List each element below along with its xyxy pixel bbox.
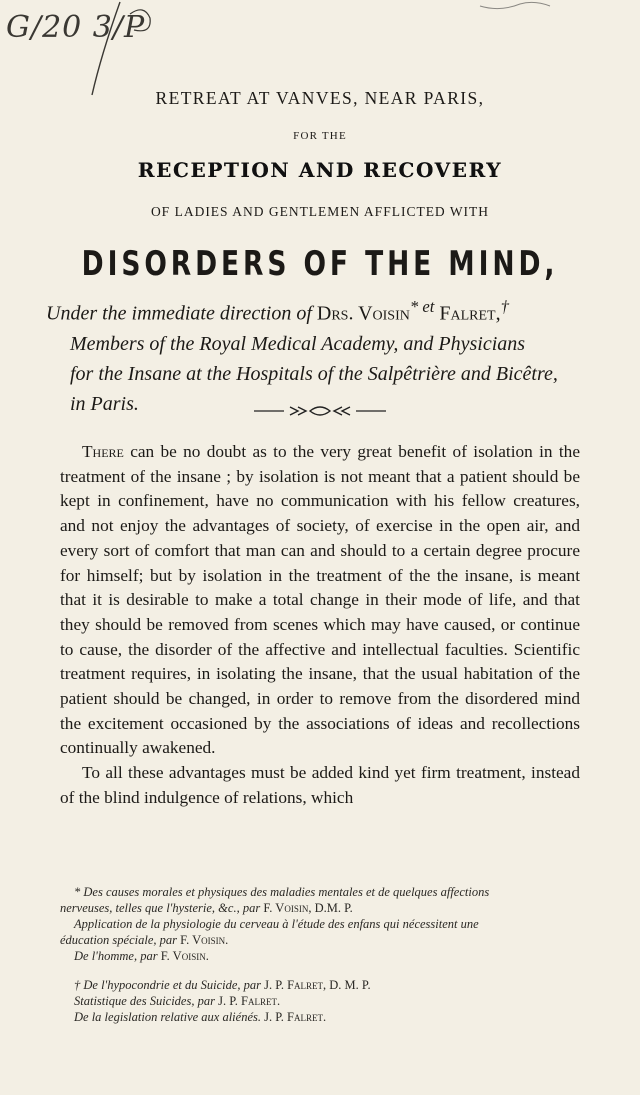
footnote-voisin-line-2-author: F. Voisin, D.M. P. — [263, 901, 353, 915]
heading-ladies-gentlemen: OF LADIES AND GENTLEMEN AFFLICTED WITH — [150, 204, 490, 219]
body-text — [60, 440, 580, 811]
subtitle-members: Members of the Royal Medical Academy, and Physicians — [70, 332, 526, 355]
footnote-falret-line-2 — [60, 993, 580, 1009]
footnote-falret-line-3-title: De la legislation relative aux aliénés. — [74, 1010, 265, 1024]
footnote-voisin-line-5-title: De l'homme, par — [74, 949, 161, 963]
footnote-voisin-line-5-author: F. Voisin. — [160, 949, 209, 963]
body-paragraph-1 — [60, 440, 580, 761]
subtitle-doctors: Drs. Voisin — [316, 302, 410, 325]
heading-for-the: FOR THE — [293, 130, 347, 142]
subtitle-in-paris: in Paris. — [70, 392, 139, 415]
ornamental-divider — [0, 404, 640, 423]
subtitle-physicians: for the Insane at the Hospitals of the Salpêtrière and Bicêtre, — [70, 362, 558, 385]
subtitle-falret: Falret, — [439, 302, 501, 325]
body-paragraph-2: To all these advantages must be added kind yet firm treatment, instead of the blind indulgence of relations, which — [60, 763, 580, 807]
footnote-falret-line-1-author: J. P. Falret, D. M. P. — [264, 978, 371, 992]
heading-reception-recovery: RECEPTION AND RECOVERY — [137, 158, 503, 182]
heading-disorders-of-the-mind: DISORDERS OF THE MIND, — [81, 244, 559, 284]
direction-subtitle — [46, 292, 606, 419]
footnote-gap — [60, 964, 580, 977]
handwritten-shelfmark: G/20 3/P — [6, 10, 146, 45]
subtitle-direction-text: Under the immediate direction of — [46, 302, 312, 325]
footnote-voisin-line-5 — [60, 948, 580, 964]
footnotes — [60, 884, 580, 1025]
footnote-voisin-line-2 — [60, 900, 580, 916]
footnote-voisin-line-2-title: nerveuses, telles que l'hysterie, &c., par — [60, 901, 264, 915]
heading-retreat: RETREAT AT VANVES, NEAR PARIS, — [155, 88, 485, 108]
footnote-voisin-line-4-author: F. Voisin. — [180, 933, 229, 947]
divider-ornament-icon — [250, 404, 390, 418]
body-lead-word: There — [82, 442, 124, 461]
subtitle-footnote-mark-1: * et — [409, 297, 435, 316]
subtitle-footnote-mark-2: † — [500, 297, 509, 316]
footnote-voisin-line-4-title: éducation spéciale, par — [60, 933, 181, 947]
footnote-falret-line-1-title: † De l'hypocondrie et du Suicide, par — [74, 978, 265, 992]
footnote-falret-line-1 — [60, 977, 580, 993]
footnote-falret-line-3-author: J. P. Falret. — [264, 1010, 327, 1024]
footnote-voisin-line-4 — [60, 932, 580, 948]
footnote-falret-line-2-title: Statistique des Suicides, par — [74, 994, 219, 1008]
footnote-falret-line-2-author: J. P. Falret. — [218, 994, 281, 1008]
footnote-falret-line-3 — [60, 1009, 580, 1025]
footnote-voisin-line-1: * Des causes morales et physiques des maladies mentales et de quelques affections — [74, 885, 490, 899]
body-paragraph-1-text: can be no doubt as to the very great benefit of isolation in the treatment of the insane ; by isolation is not meant that a patient should be kept in confinement, have no communication with his fellow creatures, and not enjoy the advantages of society, of exercise in the open air, and every sort of comfort that man can and should to a certain degree procure for himself; but by isolation in the treatment of the the insane, is meant that it is desirable to make a total change in their mode of life, and that they should be removed from scenes which may have caused, or continue to cause, the disorder of the affective and intellectual faculties. Scientific treatment requires, in isolating the insane, that the usual habitation of the patient should be changed, in order to remove from the disordered mind the excitement occasioned by the associations of ideas and recollections continually awakened. — [60, 442, 580, 758]
footnote-voisin-line-3: Application de la physiologie du cerveau à l'étude des enfans qui nécessitent une — [74, 917, 479, 931]
